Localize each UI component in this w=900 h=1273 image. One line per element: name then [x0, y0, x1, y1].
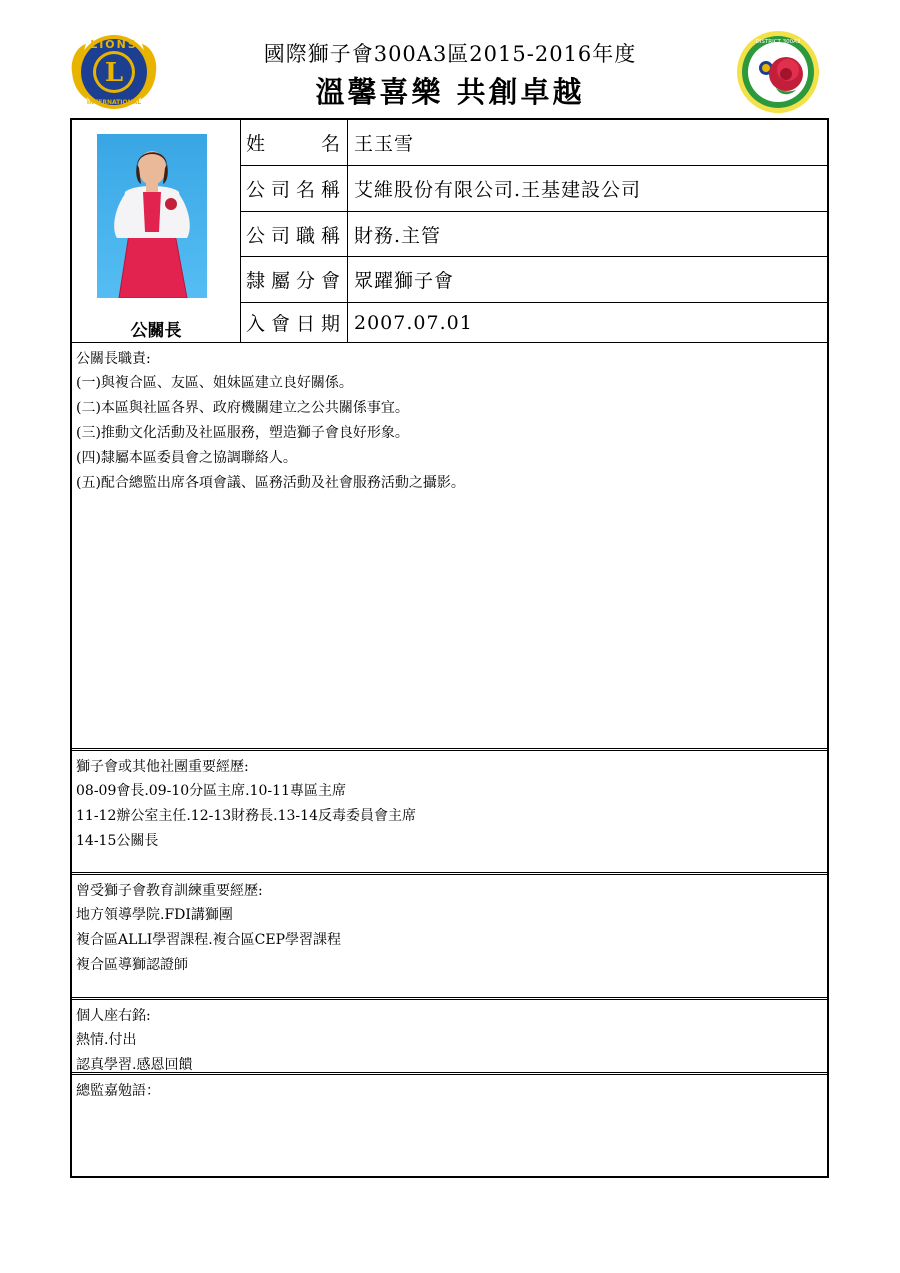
svg-text:LIONS: LIONS — [90, 38, 138, 51]
role-title: 公關長 — [130, 321, 182, 341]
field-label: 公司職稱 — [240, 212, 348, 256]
svg-text:INTERNATIONAL: INTERNATIONAL — [86, 99, 142, 106]
list-item: (四)隸屬本區委員會之協調聯絡人。 — [76, 450, 297, 466]
field-row-join-date — [240, 303, 827, 342]
list-item: 熱情.付出 — [76, 1032, 137, 1048]
experience-heading: 獅子會或其他社團重要經歷: — [76, 759, 249, 775]
list-item: 11-12辦公室主任.12-13財務長.13-14反毒委員會主席 — [76, 808, 416, 824]
motto-heading: 個人座右銘: — [76, 1008, 151, 1024]
list-item: 地方領導學院.FDI講獅團 — [76, 907, 233, 923]
svg-text:DISTRICT 300A3: DISTRICT 300A3 — [755, 39, 801, 45]
list-item: 14-15公關長 — [76, 833, 159, 849]
experience-section — [72, 748, 827, 872]
list-item: (二)本區與社區各界、政府機關建立之公共關係事宜。 — [76, 400, 409, 416]
field-label: 隸屬分會 — [240, 257, 348, 302]
field-value-company: 艾維股份有限公司.王基建設公司 — [354, 179, 642, 201]
field-value-job-title: 財務.主管 — [354, 224, 442, 247]
field-value-join-date: 2007.07.01 — [354, 311, 473, 334]
governor-remarks-heading: 總監嘉勉語： — [76, 1083, 160, 1099]
list-item: 複合區導獅認證師 — [76, 957, 188, 973]
training-section — [72, 872, 827, 997]
photo-cell — [72, 120, 241, 342]
page-title-theme: 溫馨喜樂 共創卓越 — [315, 75, 585, 109]
list-item: 08-09會長.09-10分區主席.10-11專區主席 — [76, 783, 346, 799]
list-item: 認真學習.感恩回饋 — [76, 1057, 193, 1073]
field-value-name: 王玉雪 — [354, 133, 415, 155]
training-heading: 曾受獅子會教育訓練重要經歷: — [76, 883, 263, 899]
list-item: (五)配合總監出席各項會議、區務活動及社會服務活動之攝影。 — [76, 475, 465, 491]
duties-heading: 公關長職責: — [76, 351, 151, 367]
field-row-name — [240, 120, 827, 166]
field-row-club — [240, 257, 827, 303]
member-photo — [97, 134, 207, 298]
motto-section — [72, 997, 827, 1072]
field-label: 姓 名 — [240, 120, 348, 165]
field-row-job-title — [240, 212, 827, 257]
district-rose-logo-icon — [736, 30, 820, 114]
field-label: 公司名稱 — [240, 166, 348, 211]
field-row-company — [240, 166, 827, 212]
page-header — [0, 0, 900, 118]
list-item: (一)與複合區、友區、姐妹區建立良好關係。 — [76, 375, 353, 391]
page-title-year: 國際獅子會300A3區2015-2016年度 — [263, 42, 637, 66]
list-item: 複合區ALLI學習課程.複合區CEP學習課程 — [76, 932, 342, 948]
member-portrait-icon — [97, 134, 207, 298]
governor-remarks-section — [72, 1072, 827, 1176]
field-label: 入會日期 — [240, 303, 348, 342]
list-item: (三)推動文化活動及社區服務，塑造獅子會良好形象。 — [76, 425, 409, 441]
duties-section — [72, 342, 827, 748]
profile-sheet — [70, 118, 829, 1178]
field-value-club: 眾躍獅子會 — [354, 270, 455, 292]
svg-text:L: L — [104, 58, 124, 88]
